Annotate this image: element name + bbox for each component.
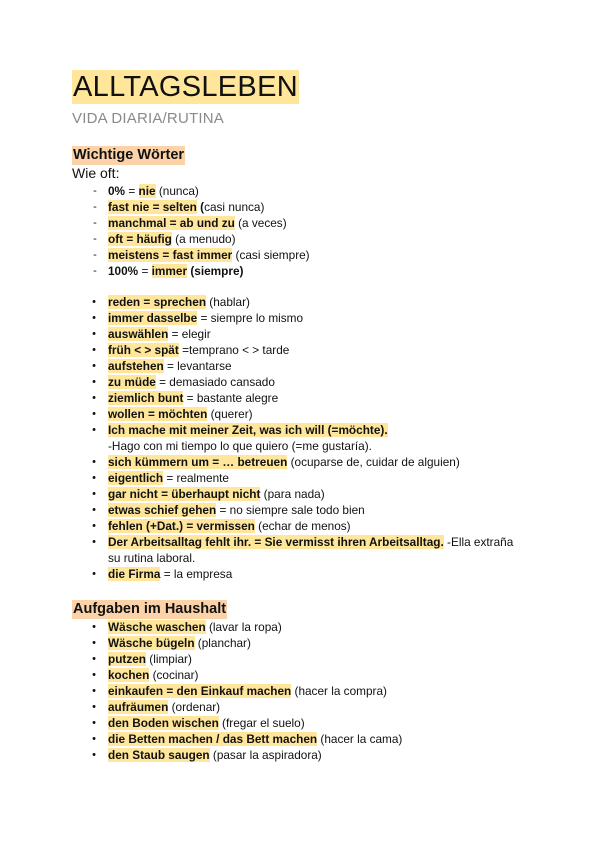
vocab-term: gar nicht = überhaupt nicht: [108, 487, 261, 501]
vocab-term: eigentlich: [108, 471, 164, 485]
bullet-icon: •: [92, 472, 96, 484]
translation: (querer): [207, 407, 253, 421]
vocab-term: Wäsche bügeln: [108, 636, 195, 650]
list-item: [0, 486, 528, 502]
list-item: [0, 699, 528, 715]
bullet-icon: •: [92, 685, 96, 697]
list-item: [0, 651, 528, 667]
frequency-term: manchmal = ab und zu: [108, 216, 235, 230]
bullet-icon: •: [92, 504, 96, 516]
bullet-icon: •: [92, 637, 96, 649]
translation: = no siempre sale todo bien: [216, 503, 365, 517]
bullet-icon: •: [92, 717, 96, 729]
vocab-term: die Betten machen / das Bett machen: [108, 732, 318, 746]
wie-oft-label: Wie oft:: [72, 165, 120, 181]
section-heading-haushalt: Aufgaben im Haushalt: [73, 601, 227, 617]
translation: (ordenar): [168, 700, 221, 714]
translation: -Ella extraña: [443, 535, 514, 549]
page-title: ALLTAGSLEBEN: [73, 71, 298, 103]
bullet-icon: •: [92, 408, 96, 420]
translation: = levantarse: [163, 359, 232, 373]
dash-icon: -: [93, 249, 97, 261]
list-item: [0, 310, 528, 326]
list-item: [0, 534, 528, 566]
vocab-term: auswählen: [108, 327, 169, 341]
vocab-term: etwas schief gehen: [108, 503, 217, 517]
translation: = la empresa: [160, 567, 233, 581]
frequency-term: fast nie = selten: [108, 200, 197, 214]
translation: =temprano < > tarde: [178, 343, 290, 357]
list-item: [0, 231, 528, 247]
vocab-term: putzen: [108, 652, 147, 666]
vocab-term: Ich mache mit meiner Zeit, was ich will (=möchte).: [108, 423, 388, 437]
list-item: [0, 406, 528, 422]
translation: (ocuparse de, cuidar de alguien): [287, 455, 460, 469]
frequency-term: nie: [138, 184, 156, 198]
translation: (limpiar): [146, 652, 192, 666]
translation: casi nunca): [204, 200, 265, 214]
list-item: [0, 422, 528, 454]
list-item: [0, 667, 528, 683]
translation: (fregar el suelo): [218, 716, 305, 730]
list-item: [0, 215, 528, 231]
equals-sign: =: [138, 264, 152, 278]
frequency-percent: 100%: [108, 264, 139, 278]
bullet-icon: •: [92, 456, 96, 468]
list-item: [0, 199, 528, 215]
translation: (para nada): [260, 487, 325, 501]
vocab-term: aufräumen: [108, 700, 169, 714]
vocab-term: die Firma: [108, 567, 161, 581]
list-item: [0, 342, 528, 358]
vocab-term: Wäsche waschen: [108, 620, 206, 634]
dash-icon: -: [93, 233, 97, 245]
vocab-term: reden = sprechen: [108, 295, 207, 309]
translation: (hacer la cama): [317, 732, 403, 746]
dash-icon: -: [93, 185, 97, 197]
translation: (casi siempre): [232, 248, 310, 262]
vocab-term: wollen = möchten: [108, 407, 208, 421]
list-item: [0, 374, 528, 390]
vocab-term: kochen: [108, 668, 150, 682]
frequency-term: immer: [151, 264, 188, 278]
bullet-icon: •: [92, 520, 96, 532]
translation: (echar de menos): [254, 519, 351, 533]
bullet-icon: •: [92, 669, 96, 681]
list-item: [0, 635, 528, 651]
list-item: [0, 358, 528, 374]
frequency-percent: 0%: [108, 184, 126, 198]
translation-line: -Hago con mi tiempo lo que quiero (=me gustaría).: [108, 439, 372, 453]
dash-icon: -: [93, 265, 97, 277]
frequency-term: oft = häufig: [108, 232, 172, 246]
list-item: [0, 247, 528, 263]
vocab-term: ziemlich bunt: [108, 391, 184, 405]
list-item: [0, 294, 528, 310]
translation: (hacer la compra): [291, 684, 387, 698]
list-item: [0, 326, 528, 342]
bullet-icon: •: [92, 360, 96, 372]
translation: (hablar): [206, 295, 250, 309]
list-item: [0, 263, 528, 279]
bullet-icon: •: [92, 424, 96, 436]
translation: = siempre lo mismo: [197, 311, 304, 325]
frequency-list: [0, 183, 528, 279]
dash-icon: -: [93, 201, 97, 213]
bullet-icon: •: [92, 488, 96, 500]
translation: (a veces): [234, 216, 287, 230]
vocab-term: den Staub saugen: [108, 748, 210, 762]
bullet-icon: •: [92, 749, 96, 761]
translation: = bastante alegre: [183, 391, 279, 405]
vocab-term: zu müde: [108, 375, 156, 389]
section-heading-wichtige-woerter: Wichtige Wörter: [73, 147, 185, 163]
translation: (nunca): [155, 184, 199, 198]
list-item: [0, 454, 528, 470]
paren-open: (: [196, 200, 205, 214]
page-subtitle: VIDA DIARIA/RUTINA: [72, 110, 224, 127]
vocab-term: einkaufen = den Einkauf machen: [108, 684, 292, 698]
list-item: [0, 715, 528, 731]
bullet-icon: •: [92, 328, 96, 340]
list-item: [0, 390, 528, 406]
bullet-icon: •: [92, 568, 96, 580]
bullet-icon: •: [92, 621, 96, 633]
bullet-icon: •: [92, 312, 96, 324]
list-item: [0, 683, 528, 699]
translation: (planchar): [194, 636, 251, 650]
vocab-term: aufstehen: [108, 359, 164, 373]
vocab-term: Der Arbeitsalltag fehlt ihr. = Sie vermisst ihren Arbeitsalltag.: [108, 535, 444, 549]
equals-sign: =: [125, 184, 139, 198]
list-item: [0, 518, 528, 534]
bullet-icon: •: [92, 344, 96, 356]
bullet-icon: •: [92, 392, 96, 404]
translation: (cocinar): [149, 668, 199, 682]
translation: = elegir: [168, 327, 211, 341]
translation: = demasiado cansado: [155, 375, 275, 389]
vocab-term: früh < > spät: [108, 343, 179, 357]
translation: = realmente: [163, 471, 229, 485]
vocab-term: sich kümmern um = … betreuen: [108, 455, 288, 469]
list-item: [0, 183, 528, 199]
household-list: [0, 619, 528, 763]
vocab-term: fehlen (+Dat.) = vermissen: [108, 519, 255, 533]
translation: (siempre): [187, 264, 244, 278]
list-item: [0, 566, 528, 582]
vocabulary-list: [0, 294, 528, 582]
vocab-term: den Boden wischen: [108, 716, 219, 730]
bullet-icon: •: [92, 376, 96, 388]
translation: (lavar la ropa): [205, 620, 282, 634]
list-item: [0, 619, 528, 635]
bullet-icon: •: [92, 296, 96, 308]
frequency-term: meistens = fast immer: [108, 248, 233, 262]
list-item: [0, 747, 528, 763]
list-item: [0, 731, 528, 747]
translation-line: su rutina laboral.: [108, 551, 196, 565]
dash-icon: -: [93, 217, 97, 229]
translation: (pasar la aspiradora): [209, 748, 322, 762]
bullet-icon: •: [92, 733, 96, 745]
translation: (a menudo): [171, 232, 236, 246]
list-item: [0, 470, 528, 486]
bullet-icon: •: [92, 653, 96, 665]
vocab-term: immer dasselbe: [108, 311, 198, 325]
bullet-icon: •: [92, 536, 96, 548]
list-item: [0, 502, 528, 518]
bullet-icon: •: [92, 701, 96, 713]
